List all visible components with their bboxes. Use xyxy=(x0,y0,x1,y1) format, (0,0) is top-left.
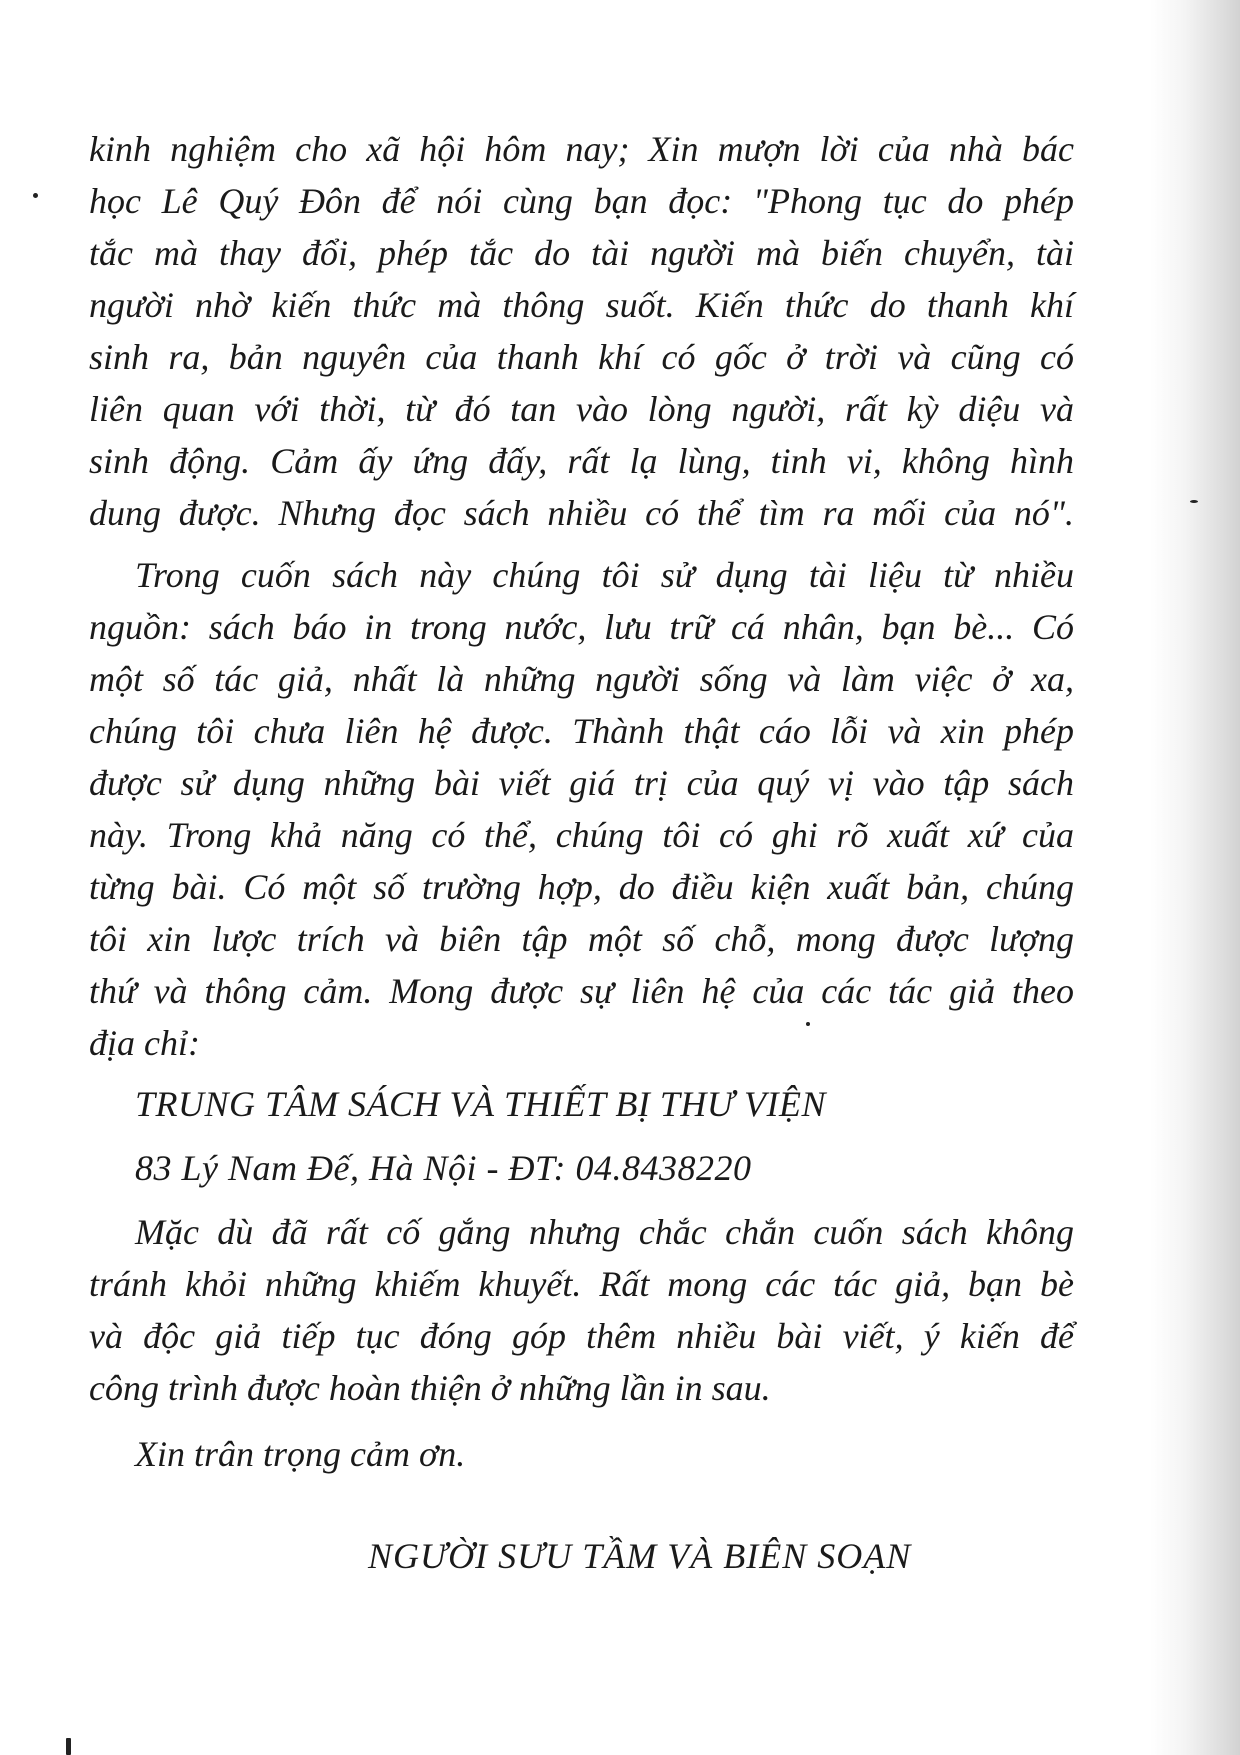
text-line: người nhờ kiến thức mà thông suốt. Kiến thức do thanh khí xyxy=(89,285,1074,325)
body-text xyxy=(89,123,1074,1079)
address-street-phone: 83 Lý Nam Đế, Hà Nội - ĐT: 04.8438220 xyxy=(135,1148,752,1188)
text-line: tắc mà thay đổi, phép tắc do tài người mà biến chuyển, tài xyxy=(89,233,1074,273)
text-line: công trình được hoàn thiện ở những lần in sau. xyxy=(89,1368,771,1408)
text-line: dung được. Nhưng đọc sách nhiều có thể tìm ra mối của nó". xyxy=(89,493,1074,533)
text-line: thứ và thông cảm. Mong được sự liên hệ của các tác giả theo xyxy=(89,971,1074,1011)
text-line: sinh ra, bản nguyên của thanh khí có gốc ở trời và cũng có xyxy=(89,337,1074,377)
text-line: và độc giả tiếp tục đóng góp thêm nhiều bài viết, ý kiến để xyxy=(89,1316,1074,1356)
paragraph-apology xyxy=(89,1206,1074,1414)
paragraph-quote xyxy=(89,123,1074,539)
text-line: Trong cuốn sách này chúng tôi sử dụng tài liệu từ nhiều xyxy=(135,555,1074,595)
text-line: từng bài. Có một số trường hợp, do điều kiện xuất bản, chúng xyxy=(89,867,1074,907)
text-line: tôi xin lược trích và biên tập một số chỗ, mong được lượng xyxy=(89,919,1074,959)
text-line: Mặc dù đã rất cố gắng nhưng chắc chắn cuốn sách không xyxy=(135,1212,1074,1252)
paragraph-sources xyxy=(89,549,1074,1069)
text-line: học Lê Quý Đôn để nói cùng bạn đọc: "Phong tục do phép xyxy=(89,181,1074,221)
scan-speck xyxy=(66,1738,71,1755)
text-line: địa chỉ: xyxy=(89,1023,200,1063)
text-line: sinh động. Cảm ấy ứng đấy, rất lạ lùng, tinh vi, không hình xyxy=(89,441,1074,481)
scan-speck xyxy=(33,193,38,198)
text-line: nguồn: sách báo in trong nước, lưu trữ cá nhân, bạn bè... Có xyxy=(89,607,1074,647)
text-line: tránh khỏi những khiếm khuyết. Rất mong các tác giả, bạn bè xyxy=(89,1264,1074,1304)
text-line: kinh nghiệm cho xã hội hôm nay; Xin mượn lời của nhà bác xyxy=(89,129,1074,169)
text-line: được sử dụng những bài viết giá trị của quý vị vào tập sách xyxy=(89,763,1074,803)
scan-speck xyxy=(1190,500,1198,503)
signature: NGƯỜI SƯU TẦM VÀ BIÊN SOẠN xyxy=(368,1536,912,1576)
text-line: chúng tôi chưa liên hệ được. Thành thật cáo lỗi và xin phép xyxy=(89,711,1074,751)
paragraph-thanks xyxy=(89,1428,1074,1480)
thanks-line: Xin trân trọng cảm ơn. xyxy=(135,1434,466,1474)
closing-text xyxy=(89,1206,1074,1490)
text-line: liên quan với thời, từ đó tan vào lòng người, rất kỳ diệu và xyxy=(89,389,1074,429)
text-line: một số tác giả, nhất là những người sống và làm việc ở xa, xyxy=(89,659,1074,699)
text-line: này. Trong khả năng có thể, chúng tôi có ghi rõ xuất xứ của xyxy=(89,815,1074,855)
address-organization: TRUNG TÂM SÁCH VÀ THIẾT BỊ THƯ VIỆN xyxy=(135,1084,826,1124)
